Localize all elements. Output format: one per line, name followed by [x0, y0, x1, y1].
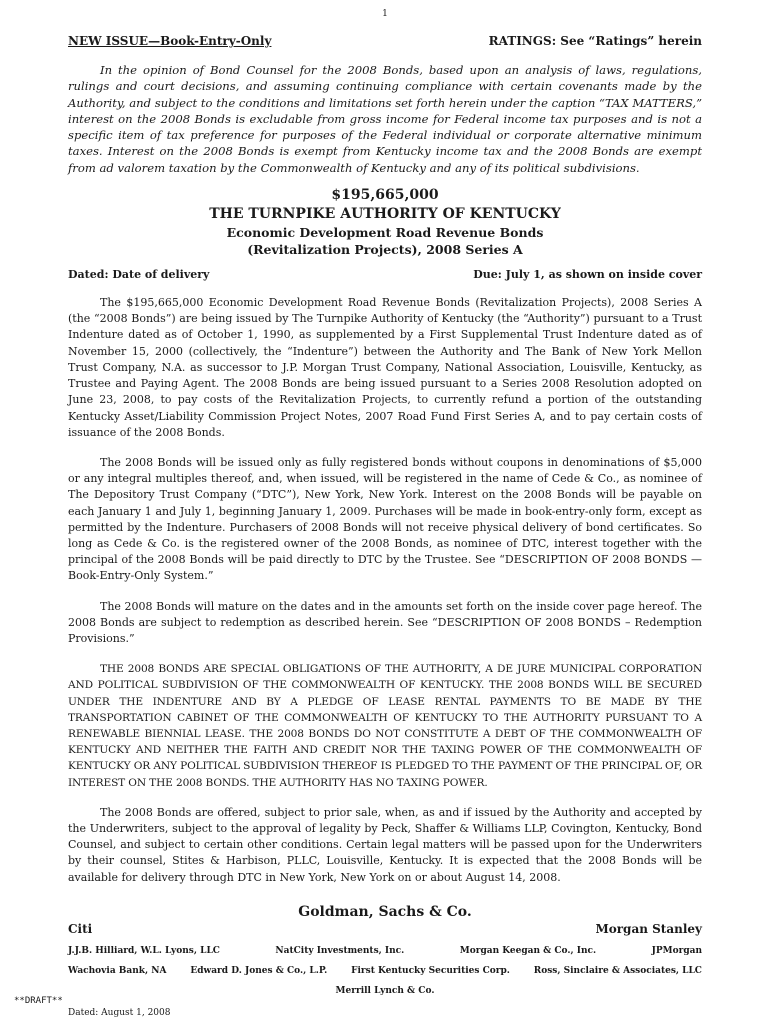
bond-name: Economic Development Road Revenue Bonds	[226, 225, 544, 241]
dated-date: Dated: Date of delivery	[68, 268, 210, 282]
header-row	[68, 34, 702, 48]
paragraph-issuance: The $195,665,000 Economic Development Road Revenue Bonds (Revitalization Projects), 2008 Series A (the “2008 Bonds”) are being issued by The Turnpike Authority of Kentucky (the “Authority”) pursuant to a Trust Indenture dated as of October 1, 1990, as supplemented by a First Supplemental Trust Indenture dated as of November 15, 2000 (collectively, the “Indenture”) between the Authority and The Bank of New York Mellon Trust Company, N.A. as successor to J.P. Morgan Trust Company, National Association, Louisville, Kentucky, as Trustee and Paying Agent. The 2008 Bonds are being issued pursuant to a Series 2008 Resolution adopted on June 23, 2008, to pay costs of the Revitalization Projects, to currently refund a portion of the outstanding Kentucky Asset/Liability Commission Project Notes, 2007 Road Fund First Series A, and to pay certain costs of issuance of the 2008 Bonds.	[68, 296, 702, 439]
underwriter: NatCity Investments, Inc.	[275, 945, 405, 956]
co-manager-right: Morgan Stanley	[595, 921, 702, 936]
ratings-note: RATINGS: See “Ratings” herein	[488, 34, 702, 48]
issue-type: NEW ISSUE—Book-Entry-Only	[68, 34, 272, 48]
paragraph-offering: The 2008 Bonds are offered, subject to prior sale, when, as and if issued by the Authority and accepted by the Underwriters, subject to the approval of legality by Peck, Shaffer & Williams LLP, Covington, Kentucky, Bond Counsel, and subject to certain other conditions. Certain legal matters will be passed upon for the Underwriters by their counsel, Stites & Harbison, PLLC, Louisville, Kentucky. It is expected that the 2008 Bonds will be available for delivery through DTC in New York, New York on or about August 14, 2008.	[68, 805, 702, 884]
underwriter: Morgan Keegan & Co., Inc.	[459, 945, 597, 956]
issue-amount: $195,665,000	[331, 187, 439, 204]
page-number: 1	[382, 9, 388, 19]
paragraph-special-obligations: THE 2008 BONDS ARE SPECIAL OBLIGATIONS OF THE AUTHORITY, A DE JURE MUNICIPAL CORPORATION AND POLITICAL SUBDIVISION OF THE COMMONWEALTH OF KENTUCKY. THE 2008 BONDS WILL BE SECURED UNDER THE INDENTURE AND BY A PLEDGE OF LEASE RENTAL PAYMENTS TO BE MADE BY THE TRANSPORTATION CABINET OF THE COMMONWEALTH OF KENTUCKY TO THE AUTHORITY PURSUANT TO A RENEWABLE BIENNIAL LEASE. THE 2008 BONDS DO NOT CONSTITUTE A DEBT OF THE COMMONWEALTH OF KENTUCKY AND NEITHER THE FAITH AND CREDIT NOR THE TAXING POWER OF THE COMMONWEALTH OF KENTUCKY OR ANY POLITICAL SUBDIVISION THEREOF IS PLEDGED TO THE PAYMENT OF THE PRINCIPAL OF, OR INTEREST ON THE 2008 BONDS. THE AUTHORITY HAS NO TAXING POWER.	[68, 663, 702, 789]
tax-opinion: In the opinion of Bond Counsel for the 2008 Bonds, based upon an analysis of laws, regulations, rulings and court decisions, and assuming continuing compliance with certain covenants made by the Authority, and subject to the conditions and limitations set forth herein under the caption “TAX MATTERS,” interest on the 2008 Bonds is excludable from gross income for Federal income tax purposes and is not a specific item of tax preference for purposes of the Federal individual or corporate alternative minimum taxes. Interest on the 2008 Bonds is exempt from Kentucky income tax and the 2008 Bonds are exempt from ad valorem taxation by the Commonwealth of Kentucky and any of its political subdivisions.	[68, 63, 702, 175]
underwriter-merrill: Merrill Lynch & Co.	[335, 985, 435, 996]
underwriter: J.J.B. Hilliard, W.L. Lyons, LLC	[68, 945, 220, 956]
bond-series: (Revitalization Projects), 2008 Series A	[247, 242, 523, 258]
official-statement-cover	[68, 34, 702, 1018]
title-block	[68, 186, 702, 258]
lead-underwriter: Goldman, Sachs & Co.	[298, 903, 472, 920]
draft-mark: **DRAFT**	[14, 996, 63, 1006]
underwriter: First Kentucky Securities Corp.	[351, 965, 510, 976]
underwriter: JPMorgan	[651, 945, 702, 956]
document-date: Dated: August 1, 2008	[68, 1007, 171, 1018]
underwriters-row-2	[68, 966, 702, 976]
paragraph-maturity: The 2008 Bonds will mature on the dates and in the amounts set forth on the inside cover page hereof. The 2008 Bonds are subject to redemption as described herein. See “DESCRIPTION OF 2008 BONDS – Redemption Provisions.”	[68, 599, 702, 645]
dated-due-row	[68, 268, 702, 281]
due-date: Due: July 1, as shown on inside cover	[473, 268, 702, 282]
paragraph-registration: The 2008 Bonds will be issued only as fully registered bonds without coupons in denominations of $5,000 or any integral multiples thereof, and, when issued, will be registered in the name of Cede & Co., as nominee of The Depository Trust Company (“DTC”), New York, New York. Interest on the 2008 Bonds will be payable on each January 1 and July 1, beginning January 1, 2009. Purchases will be made in book-entry-only form, except as permitted by the Indenture. Purchasers of 2008 Bonds will not receive physical delivery of bond certificates. So long as Cede & Co. is the registered owner of the 2008 Bonds, as nominee of DTC, interest together with the principal of the 2008 Bonds will be paid directly to DTC by the Trustee. See “DESCRIPTION OF 2008 BONDS — Book-Entry-Only System.”	[68, 455, 702, 583]
underwriter: Wachovia Bank, NA	[68, 965, 167, 976]
underwriter: Ross, Sinclaire & Associates, LLC	[533, 965, 702, 976]
issuer-name: THE TURNPIKE AUTHORITY OF KENTUCKY	[209, 206, 561, 223]
co-managers-row	[68, 922, 702, 936]
underwriter: Edward D. Jones & Co., L.P.	[190, 965, 328, 976]
underwriters-row-1	[68, 946, 702, 956]
co-manager-left: Citi	[68, 921, 93, 936]
